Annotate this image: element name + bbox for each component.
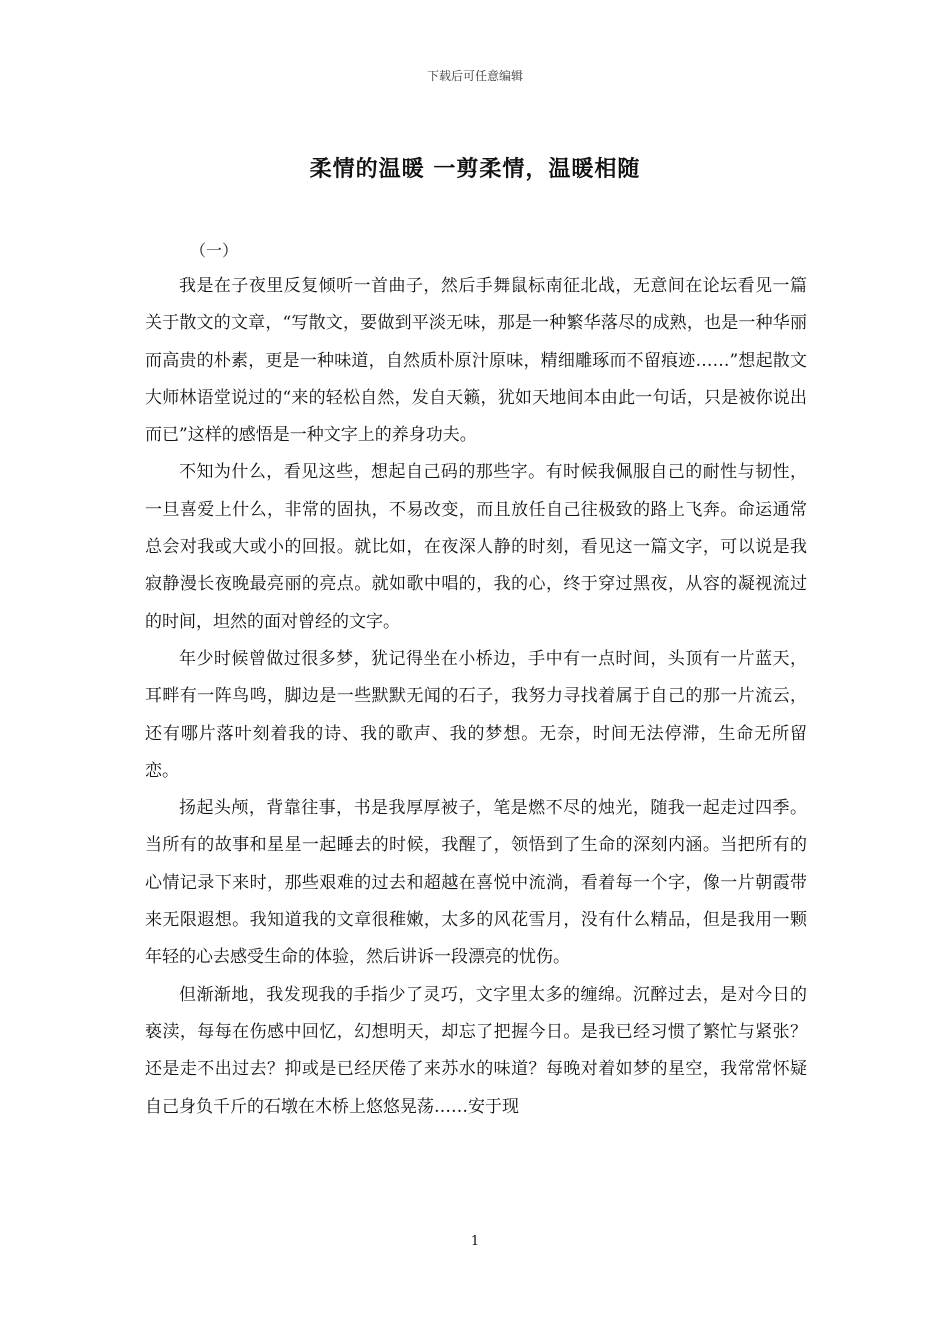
page-header: 下载后可任意编辑 [426, 69, 523, 83]
section-number: （一） [190, 241, 239, 260]
paragraph: 扬起头颅，背靠往事，书是我厚厚被子，笔是燃不尽的烛光，随我一起走过四季。当所有的故事和星星一起睡去的时候，我醒了，领悟到了生命的深刻内涵。当把所有的心情记录下来时，那些艰难的过去和超越在喜悦中流淌，看着每一个字，像一片朝霞带来无限遐想。我知道我的文章很稚嫩，太多的风花雪月，没有什么精品，但是我用一颗年轻的心去感受生命的体验，然后讲诉一段漂亮的忧伤。 [145, 798, 807, 968]
paragraph: 但渐渐地，我发现我的手指少了灵巧，文字里太多的缠绵。沉醉过去，是对今日的亵渎，每每在伤感中回忆，幻想明天，却忘了把握今日。是我已经习惯了繁忙与紧张？还是走不出过去？抑或是已经厌倦了来苏水的味道？每晚对着如梦的星空，我常常怀疑自己身负千斤的石墩在木桥上悠悠晃荡……安于现 [145, 984, 807, 1117]
paragraph: 年少时候曾做过很多梦，犹记得坐在小桥边，手中有一点时间，头顶有一片蓝天，耳畔有一阵鸟鸣，脚边是一些默默无闻的石子，我努力寻找着属于自己的那一片流云，还有哪片落叶刻着我的诗、我的歌声、我的梦想。无奈，时间无法停滞，生命无所留恋。 [145, 648, 807, 781]
document-title: 柔情的温暖 一剪柔情，温暖相随 [309, 157, 641, 182]
document-body [145, 268, 807, 1126]
paragraph: 不知为什么，看见这些，想起自己码的那些字。有时候我佩服自己的耐性与韧性，一旦喜爱上什么，非常的固执，不易改变，而且放任自己往极致的路上飞奔。命运通常总会对我或大或小的回报。就比如，在夜深人静的时刻，看见这一篇文字，可以说是我寂静漫长夜晚最亮丽的亮点。就如歌中唱的，我的心，终于穿过黑夜，从容的凝视流过的时间，坦然的面对曾经的文字。 [145, 462, 807, 632]
page-number: 1 [470, 1234, 480, 1249]
paragraph: 我是在子夜里反复倾听一首曲子，然后手舞鼠标南征北战，无意间在论坛看见一篇关于散文的文章，“写散文，要做到平淡无味，那是一种繁华落尽的成熟，也是一种华丽而高贵的朴素，更是一种味道，自然质朴原汁原味，精细雕琢而不留痕迹……”想起散文大师林语堂说过的“来的轻松自然，发自天籁，犹如天地间本由此一句话，只是被你说出而已”这样的感悟是一种文字上的养身功夫。 [145, 276, 807, 446]
